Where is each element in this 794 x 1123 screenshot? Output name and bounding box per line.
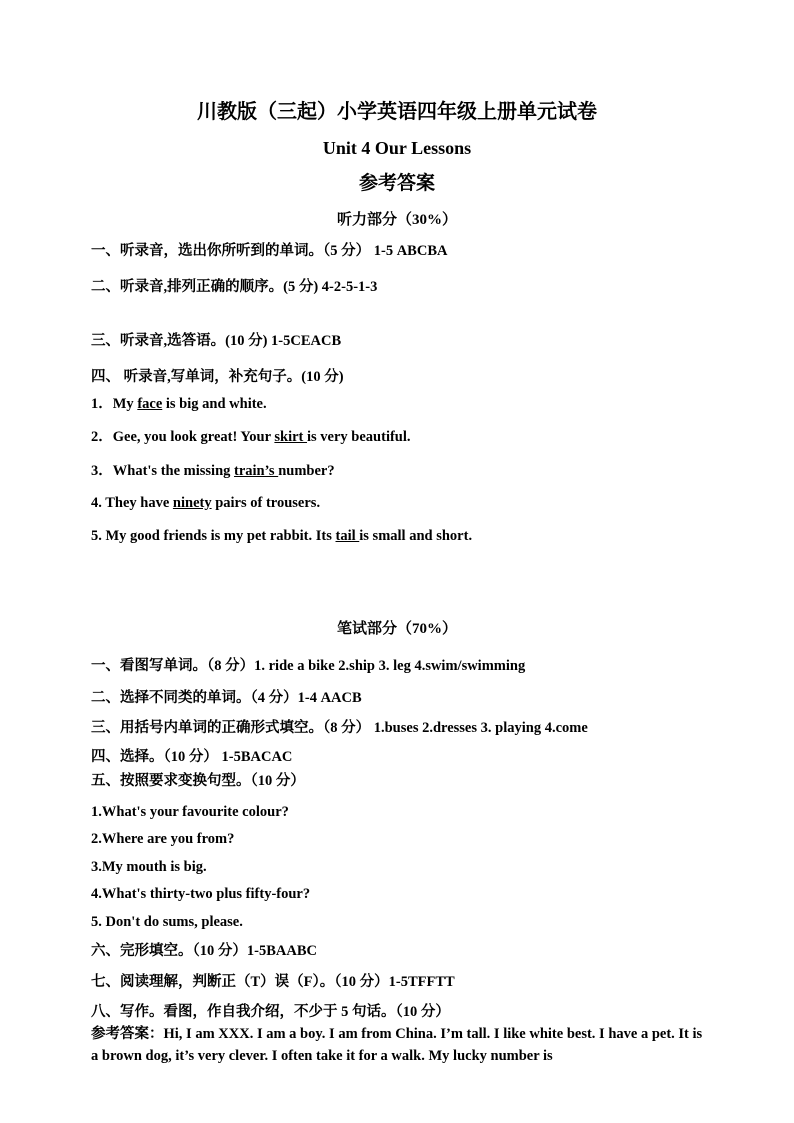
- listening-q2: 二、听录音,排列正确的顺序。(5 分) 4-2-5-1-3: [91, 279, 378, 295]
- answer-blank: train’s: [234, 463, 279, 479]
- answer-blank: face: [137, 396, 163, 412]
- sentence-pre: 4. They have: [91, 495, 173, 511]
- sentence-pre: 5. My good friends is my pet rabbit. Its: [91, 528, 336, 544]
- sentence-post: pairs of trousers.: [211, 495, 321, 511]
- transform-item: 4.What's thirty-two plus fifty-four?: [91, 886, 311, 902]
- listening-q1: 一、听录音，选出你所听到的单词。（5 分） 1-5 ABCBA: [91, 243, 448, 259]
- document-title: 川教版（三起）小学英语四年级上册单元试卷: [197, 101, 597, 123]
- sentence-post: is very beautiful.: [307, 429, 411, 445]
- transform-item: 1.What's your favourite colour?: [91, 804, 289, 820]
- sentence-post: is big and white.: [162, 396, 267, 412]
- answer-blank: skirt: [274, 429, 308, 445]
- transform-item: 2.Where are you from?: [91, 831, 235, 847]
- sentence-item: [91, 462, 335, 480]
- answer-blank: tail: [335, 528, 360, 544]
- sentence-post: number?: [278, 463, 335, 479]
- sentence-pre: 3．What's the missing: [91, 463, 235, 479]
- sample-answer: [91, 1023, 703, 1067]
- writing-q4: 四、选择。（10 分） 1-5BACAC: [91, 749, 293, 765]
- writing-heading: 笔试部分（70%）: [336, 621, 457, 637]
- sentence-item: [91, 395, 267, 413]
- writing-q5: 五、按照要求变换句型。（10 分）: [91, 773, 305, 789]
- listening-heading: 听力部分（30%）: [336, 212, 457, 228]
- transform-item: 5. Don't do sums, please.: [91, 914, 243, 930]
- sentence-post: is small and short.: [359, 528, 473, 544]
- unit-title: Unit 4 Our Lessons: [322, 138, 472, 158]
- sample-answer-text: Hi, I am XXX. I am a boy. I am from China. I’m tall. I like white best. I have a pet. It is a brown dog, it’s very clever. I often take it for a walk. My lucky number is: [91, 1026, 703, 1064]
- listening-q3: 三、听录音,选答语。(10 分) 1-5CEACB: [91, 333, 342, 349]
- sentence-item: [91, 428, 411, 446]
- writing-q2: 二、选择不同类的单词。（4 分）1-4 AACB: [91, 690, 362, 706]
- sample-answer-label: 参考答案：: [91, 1026, 164, 1042]
- answers-title: 参考答案: [358, 173, 435, 194]
- sentence-item: [91, 527, 472, 545]
- sentence-item: [91, 494, 320, 512]
- writing-q8: 八、写作。看图，作自我介绍，不少于 5 句话。（10 分）: [91, 1004, 450, 1020]
- sentence-pre: 2．Gee, you look great! Your: [91, 429, 275, 445]
- writing-q7: 七、阅读理解，判断正（T）误（F）。（10 分）1-5TFFTT: [91, 974, 455, 990]
- sentence-pre: 1．My: [91, 396, 138, 412]
- answer-blank: ninety: [172, 495, 212, 511]
- writing-q6: 六、完形填空。（10 分）1-5BAABC: [91, 943, 317, 959]
- listening-q4: 四、 听录音,写单词，补充句子。(10 分): [91, 369, 344, 385]
- writing-q3: 三、用括号内单词的正确形式填空。（8 分） 1.buses 2.dresses 3. playing 4.come: [91, 720, 588, 736]
- writing-q1: 一、看图写单词。（8 分）1. ride a bike 2.ship 3. leg 4.swim/swimming: [91, 658, 526, 674]
- transform-item: 3.My mouth is big.: [91, 859, 207, 875]
